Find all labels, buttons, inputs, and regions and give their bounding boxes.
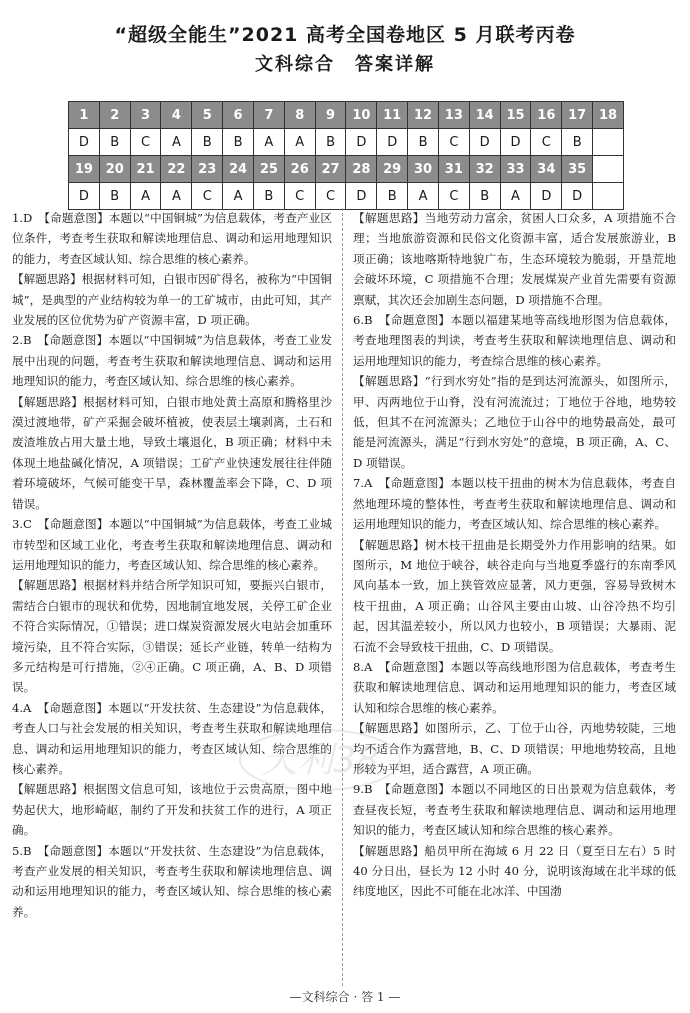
question-number-row <box>69 102 624 129</box>
answer-cell: B <box>99 183 130 210</box>
question-explanation: 9.B 【命题意图】本题以不同地区的日出景观为信息载体，考查昼夜长短，考查考生获取和解读地理信息、调动和运用地理知识的能力，考查区域认知和综合思维的核心素养。 <box>353 782 676 838</box>
solution-paragraph: 【解题思路】“行到水穷处”指的是到达河流源头，如图所示，甲、丙两地位于山脊，没有河流流过；丁地位于谷地，地势较低，但其不在河流源头；乙地位于山谷中的地势最高处，最可能是河流源头，满足“行到水穷处”的意境，B 项正确，A、C、D 项错误。 <box>353 374 676 470</box>
answer-cell: D <box>346 129 377 156</box>
answer-table <box>68 101 624 210</box>
question-number-cell: 15 <box>500 102 531 129</box>
answer-cell: D <box>531 183 562 210</box>
answer-cell: C <box>284 183 315 210</box>
question-number-cell: 7 <box>253 102 284 129</box>
question-number-cell: 9 <box>315 102 346 129</box>
question-number-cell: 19 <box>69 156 100 183</box>
question-number-cell: 1 <box>69 102 100 129</box>
question-explanation: 4.A 【命题意图】本题以“开发扶贫、生态建设”为信息载体，考查人口与社会发展的相关知识，考查考生获取和解读地理信息、调动和运用地理知识的能力，考查区域认知、综合思维的核心素养。 <box>12 700 332 776</box>
page-footer: —文科综合 · 答 1 — <box>289 990 401 1004</box>
answer-cell: B <box>99 129 130 156</box>
answer-cell: D <box>346 183 377 210</box>
question-number-cell: 21 <box>130 156 161 183</box>
question-number-cell: 2 <box>99 102 130 129</box>
question-number-cell: 28 <box>346 156 377 183</box>
solution-paragraph: 【解题思路】根据材料可知，白银市因矿得名，被称为“中国铜城”，是典型的产业结构较为单一的工矿城市，由此可知，其产业发展的区位优势为矿产资源丰富，D 项正确。 <box>12 272 332 328</box>
question-number-cell: 35 <box>562 156 593 183</box>
question-explanation: 5.B 【命题意图】本题以“开发扶贫、生态建设”为信息载体，考查产业发展的相关知识，考查考生获取和解读地理信息、调动和运用地理知识的能力，考查区域认知、综合思维的核心素养。 <box>12 843 332 919</box>
answer-row <box>69 129 624 156</box>
answer-cell: A <box>223 183 254 210</box>
answer-cell: B <box>223 129 254 156</box>
answer-cell: C <box>438 129 469 156</box>
solution-paragraph: 【解题思路】如图所示，乙、丁位于山谷，丙地势较陡，三地均不适合作为露营地，B、C、D 项错误；甲地地势较高，且地形较为平坦，适合露营，A 项正确。 <box>353 721 676 776</box>
question-explanation: 3.C 【命题意图】本题以“中国铜城”为信息载体，考查工业城市转型和区域工业化，考查考生获取和解读地理信息、调动和运用地理知识的能力，考查区域认知、综合思维的核心素养。 <box>12 517 332 572</box>
watermark-text: 天利38 <box>261 740 379 781</box>
answer-cell: A <box>130 183 161 210</box>
answer-cell: C <box>192 183 223 210</box>
answer-cell <box>593 129 624 156</box>
answer-cell: D <box>69 183 100 210</box>
column-divider <box>342 208 343 986</box>
question-number-cell: 32 <box>469 156 500 183</box>
question-explanation: 7.A 【命题意图】本题以枝干扭曲的树木为信息载体，考查自然地理环境的整体性，考查考生获取和解读地理信息、调动和运用地理知识的能力，考查区域认知、综合思维的核心素养。 <box>353 476 676 532</box>
left-column <box>12 208 332 922</box>
question-number-cell: 11 <box>377 102 408 129</box>
answer-cell: B <box>377 183 408 210</box>
answer-cell <box>593 183 624 210</box>
question-number-cell <box>593 156 624 183</box>
question-number-cell: 22 <box>161 156 192 183</box>
answer-cell: D <box>500 129 531 156</box>
solution-paragraph: 【解题思路】根据材料并结合所学知识可知，要振兴白银市，需结合白银市的现状和优势，因地制宜地发展，关停工矿企业不符合实际情况，①错误；进口煤炭资源发展火电站会加重环境污染，且不符合实际，③错误；延长产业链，转单一结构为多元结构是可行措施，②④正确。C 项正确，A、B、D 项错误。 <box>12 578 332 695</box>
solution-paragraph: 【解题思路】当地劳动力富余，贫困人口众多，A 项措施不合理；当地旅游资源和民俗文化资源丰富，适合发展旅游业，B 项正确；该地喀斯特地貌广布，生态环境较为脆弱，开垦荒地会破坏环境，C 项措施不合理；发展煤炭产业首先需要有资源禀赋，其次还会加剧生态问题，D 项措施不合理。 <box>353 211 676 307</box>
answer-cell: C <box>130 129 161 156</box>
page-title: “超级全能生”2021 高考全国卷地区 5 月联考丙卷 <box>114 24 576 46</box>
question-number-cell: 16 <box>531 102 562 129</box>
question-number-cell: 18 <box>593 102 624 129</box>
question-number-cell: 13 <box>438 102 469 129</box>
answer-cell: B <box>253 183 284 210</box>
question-number-cell: 3 <box>130 102 161 129</box>
answer-cell: A <box>284 129 315 156</box>
question-number-cell: 12 <box>408 102 439 129</box>
answer-cell: D <box>377 129 408 156</box>
answer-cell: B <box>315 129 346 156</box>
question-number-cell: 24 <box>223 156 254 183</box>
question-number-cell: 14 <box>469 102 500 129</box>
question-number-cell: 17 <box>562 102 593 129</box>
question-number-cell: 29 <box>377 156 408 183</box>
answer-row <box>69 183 624 210</box>
answer-cell: C <box>438 183 469 210</box>
question-number-cell: 4 <box>161 102 192 129</box>
answer-cell: B <box>469 183 500 210</box>
answer-cell: B <box>408 129 439 156</box>
question-explanation: 6.B 【命题意图】本题以福建某地等高线地形图为信息载体，考查地理图表的判读，考查考生获取和解读地理信息、调动和运用地理知识的能力，考查综合思维的核心素养。 <box>353 313 676 368</box>
question-number-cell: 34 <box>531 156 562 183</box>
solution-paragraph: 【解题思路】根据图文信息可知，该地位于云贵高原，图中地势起伏大，地形崎岖，制约了开发和扶贫工作的进行，A 项正确。 <box>12 782 332 838</box>
answer-cell: D <box>562 183 593 210</box>
question-explanation: 1.D 【命题意图】本题以“中国铜城”为信息载体，考查产业区位条件，考查考生获取和解读地理信息、调动和运用地理知识的能力，考查区域认知、综合思维的核心素养。 <box>12 211 332 266</box>
solution-paragraph: 【解题思路】船员甲所在海域 6 月 22 日（夏至日左右）5 时 40 分日出，昼长为 12 小时 40 分，说明该海域在北半球的低纬度地区，因此不可能在北冰洋、中国渤 <box>353 843 676 899</box>
solution-paragraph: 【解题思路】树木枝干扭曲是长期受外力作用影响的结果。如图所示，M 地位于峡谷，峡谷走向与当地夏季盛行的东南季风风向基本一致，加上狭管效应显著，风力更强，容易导致树木枝干扭曲，A 项正确；山谷风主要由山坡、山谷冷热不均引起，因其温差较小，所以风力也较小，B 项错误；大暴雨、泥石流不会导致枝干扭曲，C、D 项错误。 <box>353 537 676 654</box>
question-number-cell: 27 <box>315 156 346 183</box>
answer-cell: B <box>192 129 223 156</box>
page-subtitle: 文科综合 答案详解 <box>255 54 435 75</box>
question-number-cell: 33 <box>500 156 531 183</box>
answer-cell: A <box>408 183 439 210</box>
question-number-row <box>69 156 624 183</box>
answer-cell: A <box>161 129 192 156</box>
answer-cell: C <box>531 129 562 156</box>
question-number-cell: 8 <box>284 102 315 129</box>
answer-cell: A <box>253 129 284 156</box>
answer-cell: C <box>315 183 346 210</box>
question-number-cell: 23 <box>192 156 223 183</box>
answer-cell: B <box>562 129 593 156</box>
question-explanation: 2.B 【命题意图】本题以“中国铜城”为信息载体，考查工业发展中出现的问题，考查考生获取和解读地理信息、调动和运用地理知识的能力，考查区域认知、综合思维的核心素养。 <box>12 333 332 389</box>
question-number-cell: 5 <box>192 102 223 129</box>
question-number-cell: 25 <box>253 156 284 183</box>
answer-cell: D <box>69 129 100 156</box>
question-number-cell: 31 <box>438 156 469 183</box>
answer-cell: A <box>161 183 192 210</box>
question-number-cell: 10 <box>346 102 377 129</box>
question-number-cell: 26 <box>284 156 315 183</box>
question-number-cell: 30 <box>408 156 439 183</box>
question-number-cell: 6 <box>223 102 254 129</box>
question-explanation: 8.A 【命题意图】本题以等高线地形图为信息载体，考查考生获取和解读地理信息、调动和运用地理知识的能力，考查区域认知和综合思维的核心素养。 <box>353 659 676 715</box>
question-number-cell: 20 <box>99 156 130 183</box>
answer-cell: D <box>469 129 500 156</box>
answer-cell: A <box>500 183 531 210</box>
solution-paragraph: 【解题思路】根据材料可知，白银市地处黄土高原和腾格里沙漠过渡地带，矿产采掘会破坏植被，使表层土壤剥离，土石和废渣堆放占用大量土地，导致土壤退化，B 项正确；材料中未体现土地盐碱化情况，A 项错误；工矿产业快速发展往往伴随着环境破坏，气候可能变干旱，森林覆盖率会下降，C、D 项错误。 <box>12 394 332 511</box>
right-column <box>353 208 676 902</box>
